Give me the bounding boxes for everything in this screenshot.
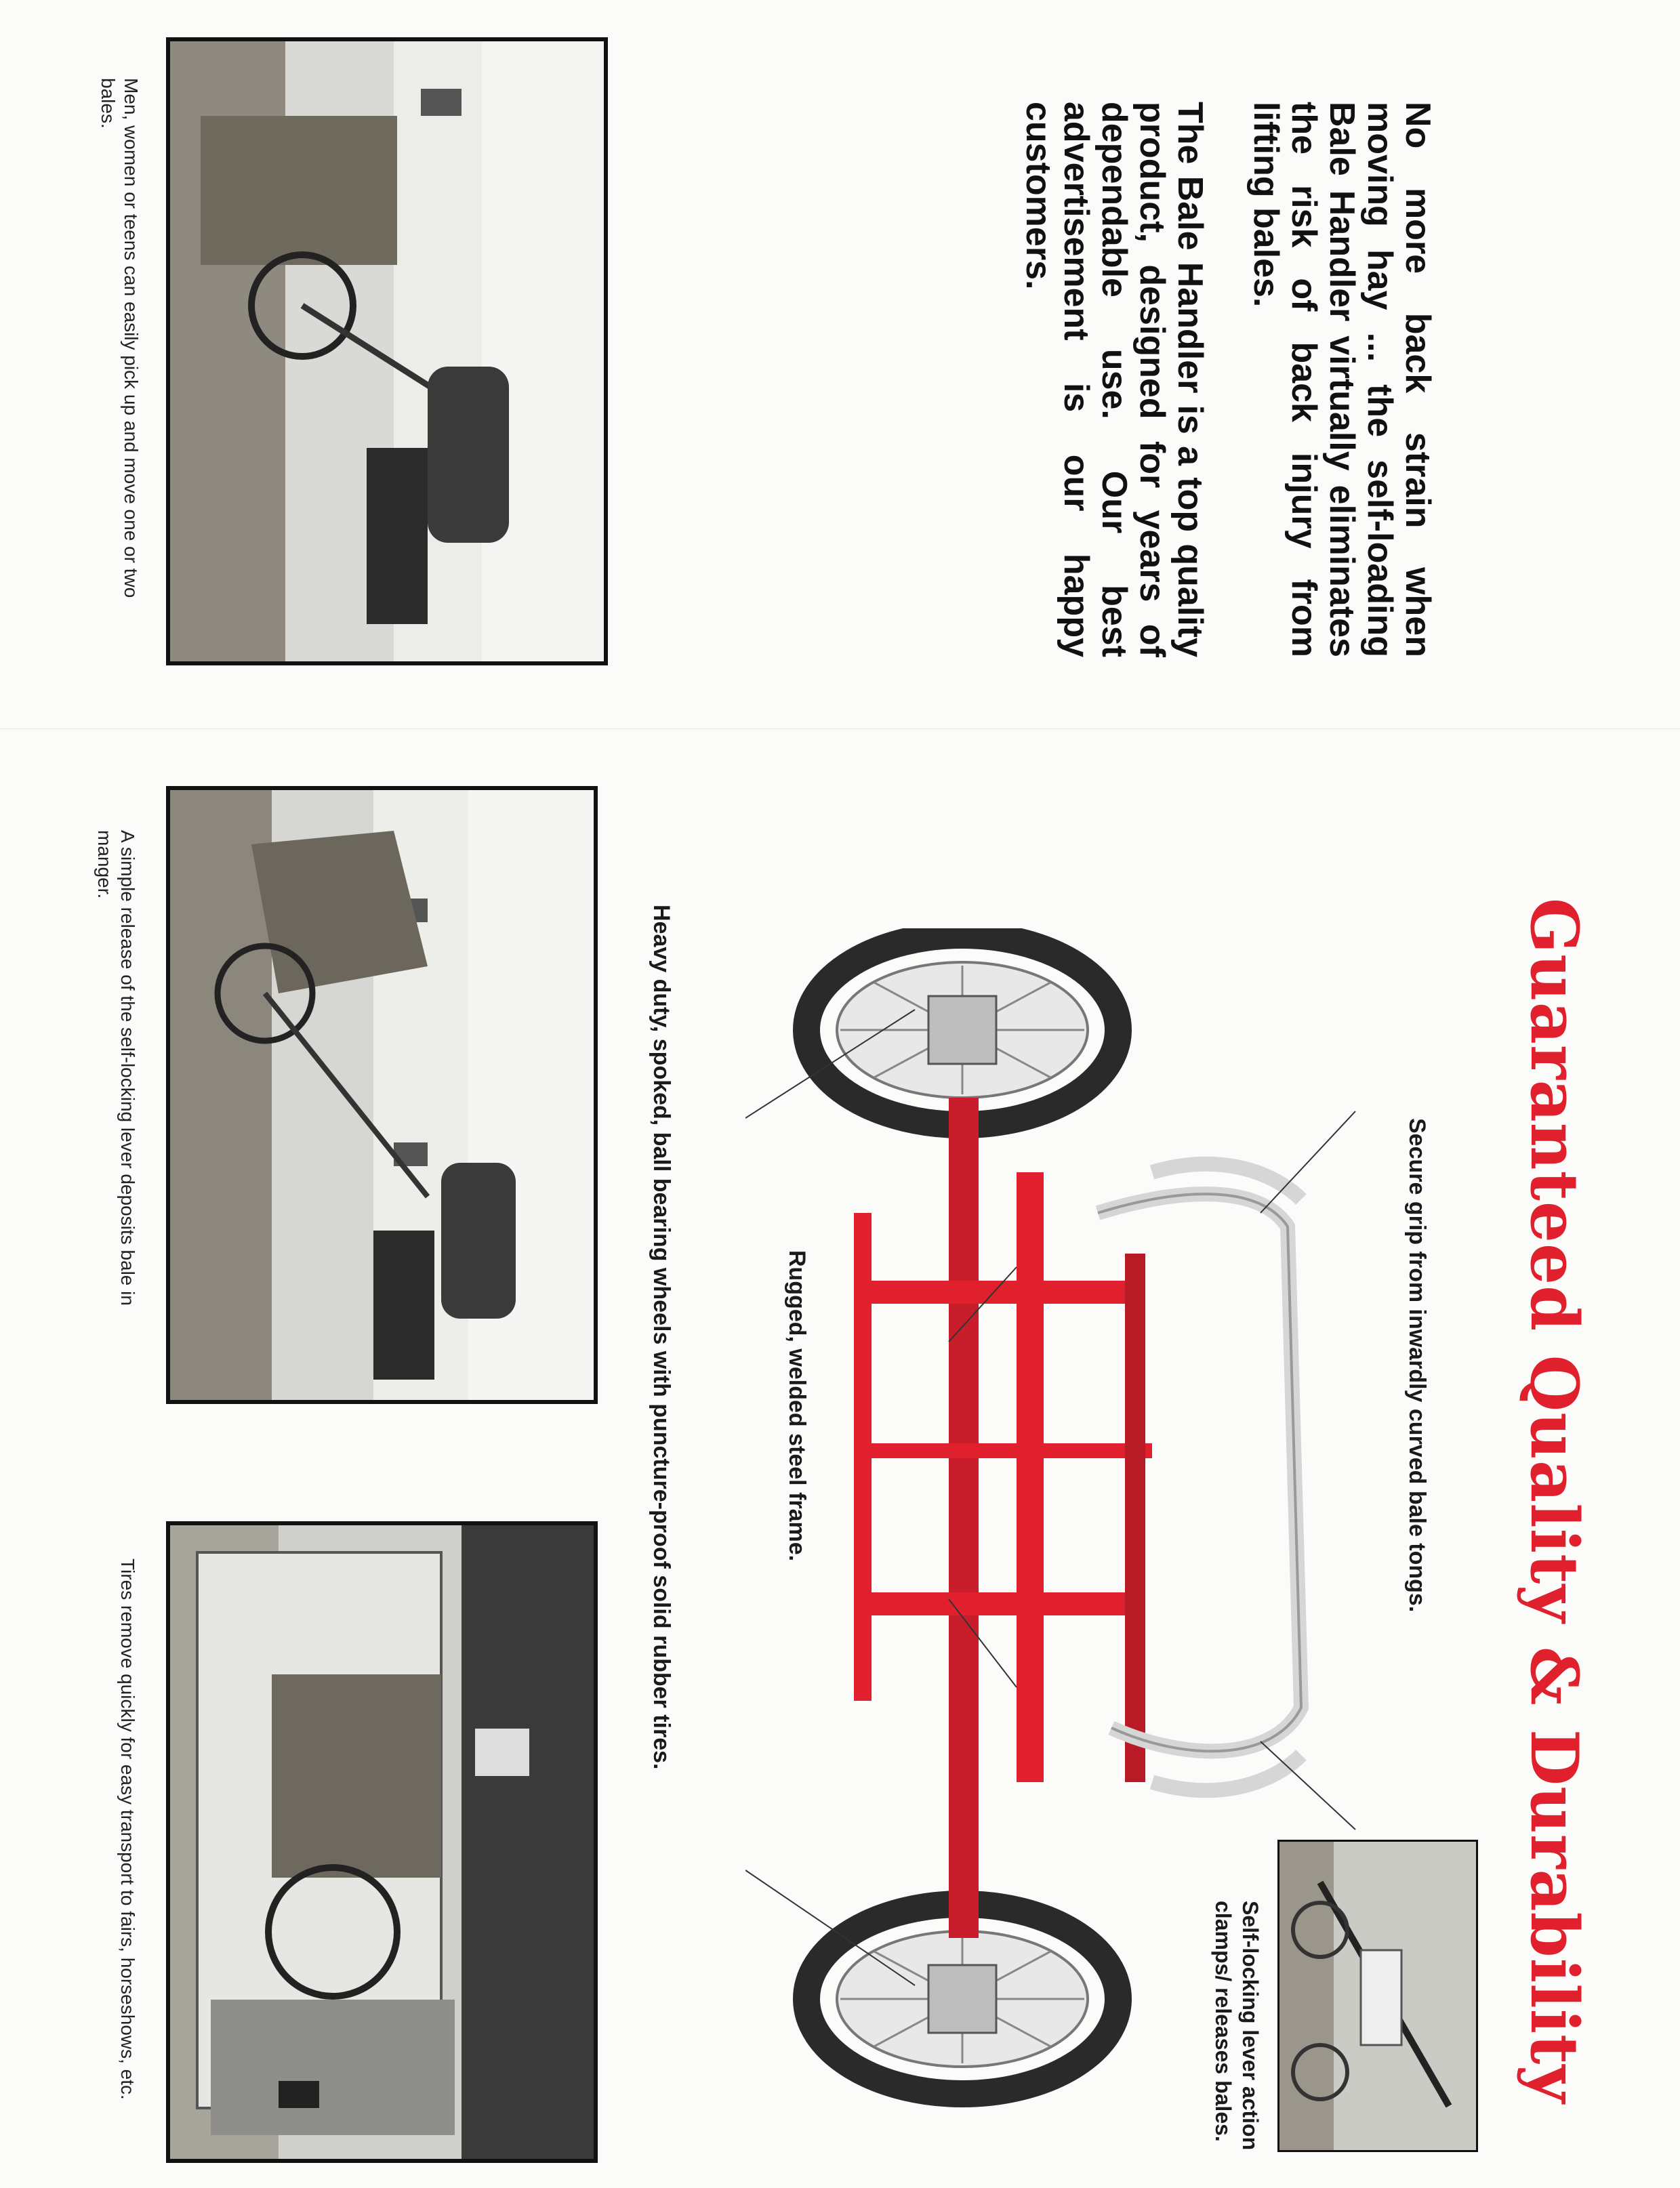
- photo-release-bale: [166, 786, 598, 1404]
- intro-paragraph-2: The Bale Handler is a top quality product, designed for years of dependable use. Our best advertisement is our happy customers.: [1019, 102, 1210, 657]
- wheel-top: [806, 935, 1118, 1125]
- callout-wheels: Heavy duty, spoked, ball bearing wheels with puncture-proof solid rubber tires.: [649, 905, 674, 1770]
- photo-caption-release: A simple release of the self-locking lever deposits bale in manger.: [94, 830, 138, 1306]
- photo-man-lifting-bale: [166, 37, 608, 665]
- callout-bale-tongs: Secure grip from inwardly curved bale tongs.: [1404, 1118, 1430, 1613]
- intro-text-block: [981, 102, 1437, 657]
- page-title: Guaranteed Quality & Durability: [1516, 898, 1593, 2104]
- fold-line: [0, 728, 1680, 729]
- photo-lever-inset: [1277, 1840, 1478, 2152]
- bale-handler-illustration: [745, 928, 1369, 2107]
- axle: [949, 1098, 979, 1938]
- photo-caption-lifting: Men, women or teens can easily pick up and move one or two bales.: [98, 78, 142, 598]
- photo-caption-transport: Tires remove quickly for easy transport to fairs, horseshows, etc.: [117, 1559, 138, 2100]
- photo-truck-transport: [166, 1521, 598, 2163]
- intro-paragraph-1: No more back strain when moving hay ... the self-loading Bale Handler virtually eliminates the risk of back injury from lifting bales.: [1246, 102, 1437, 657]
- callout-lever: Self-locking lever action clamps/ releases bales.: [1211, 1901, 1263, 2151]
- steel-frame: [854, 1172, 1152, 1782]
- callout-steel-frame: Rugged, welded steel frame.: [784, 1250, 810, 1562]
